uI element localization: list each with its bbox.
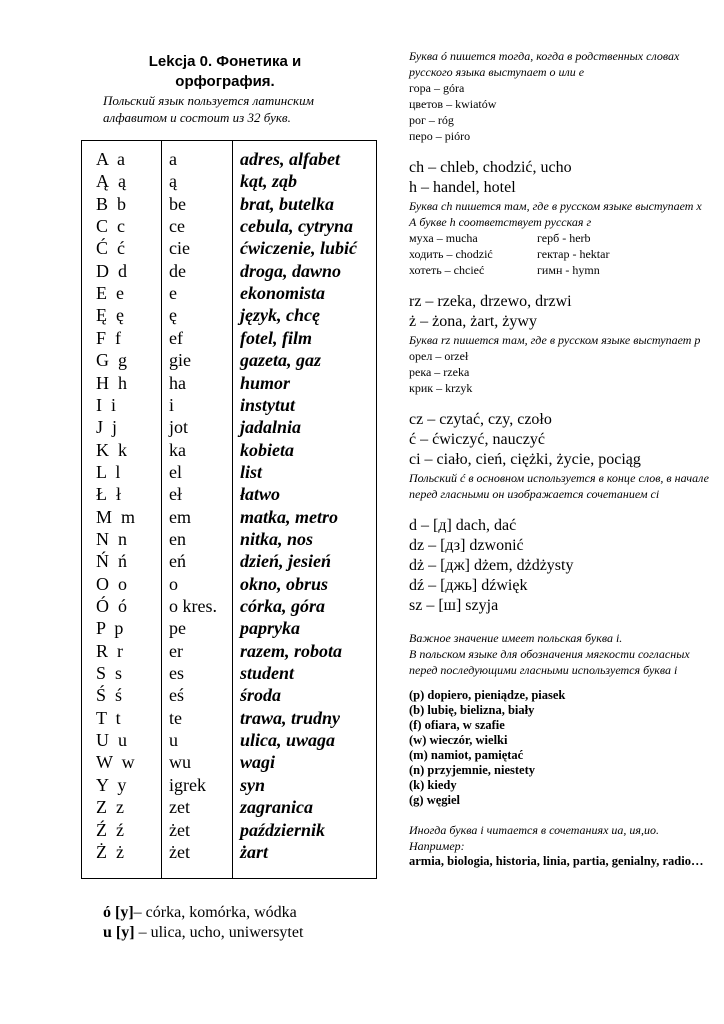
example-cell: student: [240, 663, 295, 684]
subtitle-line-1: Польский язык пользуется латинским: [103, 93, 314, 108]
list-item: (p) dopiero, pieniądze, piasek: [409, 688, 566, 702]
table-row: [82, 617, 378, 639]
letter-cell: Ę ę: [96, 305, 124, 326]
letter-name-cell: igrek: [169, 774, 206, 795]
table-row: [82, 483, 378, 505]
table-row: [82, 841, 378, 863]
letter-name-cell: jot: [169, 417, 189, 438]
example-cell: żart: [240, 841, 269, 862]
table-row: [82, 416, 378, 438]
letter-name-cell: ą: [169, 171, 177, 192]
pair-right: герб - herb: [537, 231, 591, 245]
list-item: перо – pióro: [409, 129, 471, 143]
letter-name-cell: e: [169, 283, 177, 304]
example-cell: cebula, cytryna: [240, 216, 353, 237]
letter-name-cell: em: [169, 506, 191, 527]
letter-name-cell: a: [169, 149, 177, 169]
note-key: u [y]: [103, 924, 135, 941]
table-row: [82, 349, 378, 371]
zh-line: ż – żona, żart, żywy: [409, 313, 537, 330]
ch-line: ch – chleb, chodzić, ucho: [409, 159, 572, 176]
table-row: [82, 260, 378, 282]
letter-name-cell: u: [169, 730, 178, 751]
example-cell: środa: [240, 685, 282, 706]
ch-rule-1: Буква ch пишется там, где в русском языке выступает х: [409, 199, 702, 213]
letter-cell: L l: [96, 461, 121, 482]
letter-name-cell: eń: [169, 551, 186, 572]
letter-name-cell: er: [169, 640, 183, 661]
table-row: [82, 327, 378, 349]
note-key: ó [y]: [103, 904, 134, 921]
example-cell: ulica, uwaga: [240, 730, 336, 751]
o-rule-text: Буква ó пишется тогда, когда в родственных словах русского языка выступает о или е: [409, 49, 680, 79]
i-rule-1: Важное значение имеет польская буква i.: [409, 631, 623, 645]
list-item: цветов – kwiatów: [409, 97, 497, 111]
letter-cell: W w: [96, 752, 135, 773]
subtitle: [103, 92, 363, 126]
table-row: [82, 193, 378, 215]
table-row: [82, 684, 378, 706]
letter-name-cell: cie: [169, 238, 190, 259]
pair-left: ходить – chodzić: [409, 247, 493, 261]
letter-cell: Ć ć: [96, 238, 125, 259]
table-row: [82, 394, 378, 416]
c-rule: Польский ć в основном используется в конце слов, в начале перед гласными он изображается сочетанием ci: [409, 471, 710, 501]
table-row: [82, 751, 378, 773]
example-cell: jadalnia: [240, 417, 302, 438]
list-item: гора – góra: [409, 81, 465, 95]
example-cell: razem, robota: [240, 640, 343, 661]
letter-cell: C c: [96, 216, 125, 237]
note-u: [103, 923, 383, 943]
letter-cell: Ż ż: [96, 841, 124, 862]
i-rule-2: В польском языке для обозначения мягкости согласных перед последующими гласными используется буква i: [409, 647, 690, 677]
ch-section: [409, 158, 709, 278]
table-row: [82, 439, 378, 461]
letter-cell: Ó ó: [96, 596, 127, 616]
table-row: [82, 662, 378, 684]
letter-name-cell: ha: [169, 372, 186, 393]
example-cell: syn: [240, 774, 266, 795]
letter-name-cell: pe: [169, 618, 186, 639]
example-cell: fotel, film: [240, 327, 312, 348]
list-item: (g) węgiel: [409, 793, 461, 807]
h-line: h – handel, hotel: [409, 179, 516, 196]
io-rule: Иногда буква i читается в сочетаниях иа, ия,ио. Например:: [409, 823, 659, 853]
letter-cell: J j: [96, 417, 118, 438]
pair-row: [409, 246, 709, 262]
list-item: sz – [ш] szyja: [409, 597, 499, 614]
list-item: рог – róg: [409, 113, 454, 127]
bottom-notes: [103, 903, 383, 943]
list-item: dż – [дж] dżem, dżdżysty: [409, 557, 574, 574]
letter-name-cell: ę: [169, 305, 177, 326]
pair-left: хотеть – chcieć: [409, 263, 485, 277]
example-cell: trawa, trudny: [240, 707, 341, 728]
example-cell: łatwo: [240, 484, 281, 505]
note-o-kreskowane: [103, 903, 383, 923]
letter-name-cell: de: [169, 260, 186, 281]
letter-name-cell: el: [169, 461, 182, 482]
letter-cell: Ź ź: [96, 819, 124, 840]
example-cell: październik: [240, 819, 326, 840]
page-title: [100, 52, 350, 92]
rz-rule: Буква rz пишется там, где в русском языке выступает р: [409, 333, 701, 347]
cz-section: [409, 410, 709, 502]
ci-line: ci – ciało, cień, ciężki, życie, pociąg: [409, 451, 641, 468]
example-cell: język, chcę: [240, 305, 320, 326]
example-cell: adres, alfabet: [240, 149, 340, 169]
table-row: [82, 170, 378, 192]
example-cell: zagranica: [240, 797, 314, 818]
letter-name-cell: wu: [169, 752, 191, 773]
list-item: (f) ofiara, w szafie: [409, 718, 505, 732]
letter-cell: P p: [96, 618, 124, 639]
list-item: орел – orzeł: [409, 349, 469, 363]
example-cell: list: [240, 461, 263, 482]
example-cell: brat, butelka: [240, 193, 335, 214]
letter-name-cell: be: [169, 193, 186, 214]
letter-name-cell: o kres.: [169, 596, 217, 616]
letter-cell: Ł ł: [96, 484, 121, 505]
list-item: d – [д] dach, dać: [409, 517, 517, 534]
letter-cell: H h: [96, 372, 127, 393]
table-row: [82, 796, 378, 818]
example-cell: gazeta, gaz: [240, 350, 321, 371]
table-row: [82, 595, 378, 617]
pair-row: [409, 262, 709, 278]
right-column: [409, 48, 709, 869]
io-section: [409, 822, 709, 869]
letter-name-cell: en: [169, 528, 186, 549]
ch-rule-2: А букве h соответствует русская г: [409, 215, 592, 229]
list-item: (m) namiot, pamiętać: [409, 748, 524, 762]
table-row: [82, 640, 378, 662]
letter-cell: Ś ś: [96, 685, 123, 706]
letter-cell: S s: [96, 663, 123, 684]
table-row: [82, 282, 378, 304]
letter-cell: T t: [96, 707, 121, 728]
c-line: ć – ćwiczyć, nauczyć: [409, 431, 545, 448]
o-rule: [409, 48, 709, 80]
example-cell: instytut: [240, 394, 296, 415]
i-examples: [409, 688, 709, 808]
example-cell: nitka, nos: [240, 528, 314, 549]
table-row: [82, 573, 378, 595]
note-text: – córka, komórka, wódka: [133, 904, 297, 921]
letter-name-cell: ce: [169, 216, 185, 237]
table-row: [82, 215, 378, 237]
rz-section: [409, 292, 709, 396]
example-cell: kąt, ząb: [240, 171, 298, 192]
d-lines: [409, 516, 709, 616]
example-cell: kobieta: [240, 439, 294, 460]
list-item: (k) kiedy: [409, 778, 457, 792]
io-examples: armia, biologia, historia, linia, partia, genialny, radio…: [409, 854, 704, 868]
letter-cell: E e: [96, 283, 124, 304]
example-cell: dzień, jesień: [240, 551, 332, 572]
letter-name-cell: gie: [169, 350, 191, 371]
o-examples: [409, 80, 709, 144]
letter-name-cell: żet: [169, 841, 190, 862]
letter-cell: N n: [96, 528, 127, 549]
table-row: [82, 237, 378, 259]
example-cell: droga, dawno: [240, 260, 342, 281]
example-cell: wagi: [240, 752, 276, 773]
table-row: [82, 506, 378, 528]
letter-name-cell: zet: [169, 797, 190, 818]
ch-pairs: [409, 230, 709, 278]
cz-line: cz – czytać, czy, czoło: [409, 411, 552, 428]
letter-name-cell: ef: [169, 327, 183, 348]
example-cell: ekonomista: [240, 283, 326, 304]
letter-name-cell: eł: [169, 484, 182, 505]
letter-cell: Y y: [96, 774, 127, 795]
table-row: [82, 461, 378, 483]
i-section: [409, 630, 709, 808]
list-item: dz – [дз] dzwonić: [409, 537, 524, 554]
example-cell: matka, metro: [240, 506, 338, 527]
letter-cell: Ą ą: [96, 171, 126, 192]
pair-right: гимн - hymn: [537, 263, 600, 277]
subtitle-line-2: алфавитом и состоит из 32 букв.: [103, 110, 291, 125]
example-cell: ćwiczenie, lubić: [240, 238, 357, 259]
alphabet-table: [81, 140, 377, 879]
letter-name-cell: es: [169, 663, 184, 684]
letter-cell: G g: [96, 350, 127, 371]
letter-cell: U u: [96, 730, 127, 751]
title-line-1: Lekcja 0. Фонетика и: [148, 53, 302, 70]
title-line-2: орфография.: [175, 73, 275, 90]
letter-cell: F f: [96, 327, 122, 348]
list-item: река – rzeka: [409, 365, 470, 379]
table-row: [82, 528, 378, 550]
table-row: [82, 774, 378, 796]
table-row: [82, 819, 378, 841]
letter-cell: Ń ń: [96, 551, 127, 572]
list-item: (n) przyjemnie, niestety: [409, 763, 536, 777]
example-cell: humor: [240, 372, 291, 393]
letter-cell: I i: [96, 394, 116, 415]
list-item: (w) wieczór, wielki: [409, 733, 508, 747]
list-item: крик – krzyk: [409, 381, 473, 395]
table-row: [82, 148, 378, 170]
example-cell: papryka: [240, 618, 300, 639]
letter-name-cell: ka: [169, 439, 186, 460]
rz-examples: [409, 348, 709, 396]
pair-right: гектар - hektar: [537, 247, 610, 261]
example-cell: okno, obrus: [240, 573, 329, 594]
letter-cell: A a: [96, 149, 125, 169]
list-item: (b) lubię, bielizna, biały: [409, 703, 535, 717]
table-row: [82, 550, 378, 572]
table-row: [82, 707, 378, 729]
note-text: – ulica, ucho, uniwersytet: [134, 924, 304, 941]
letter-cell: Z z: [96, 797, 124, 818]
pair-left: муха – mucha: [409, 231, 478, 245]
table-row: [82, 729, 378, 751]
list-item: dź – [джь] dźwięk: [409, 577, 528, 594]
letter-cell: K k: [96, 439, 127, 460]
letter-cell: O o: [96, 573, 127, 594]
pair-row: [409, 230, 709, 246]
letter-cell: R r: [96, 640, 123, 661]
letter-name-cell: eś: [169, 685, 184, 706]
example-cell: córka, góra: [240, 596, 325, 616]
letter-cell: D d: [96, 260, 127, 281]
letter-name-cell: te: [169, 707, 182, 728]
letter-name-cell: i: [169, 394, 175, 415]
table-row: [82, 372, 378, 394]
rz-line: rz – rzeka, drzewo, drzwi: [409, 293, 572, 310]
letter-name-cell: żet: [169, 819, 190, 840]
letter-cell: M m: [96, 506, 136, 527]
letter-name-cell: o: [169, 573, 178, 594]
letter-cell: B b: [96, 193, 127, 214]
table-row: [82, 304, 378, 326]
